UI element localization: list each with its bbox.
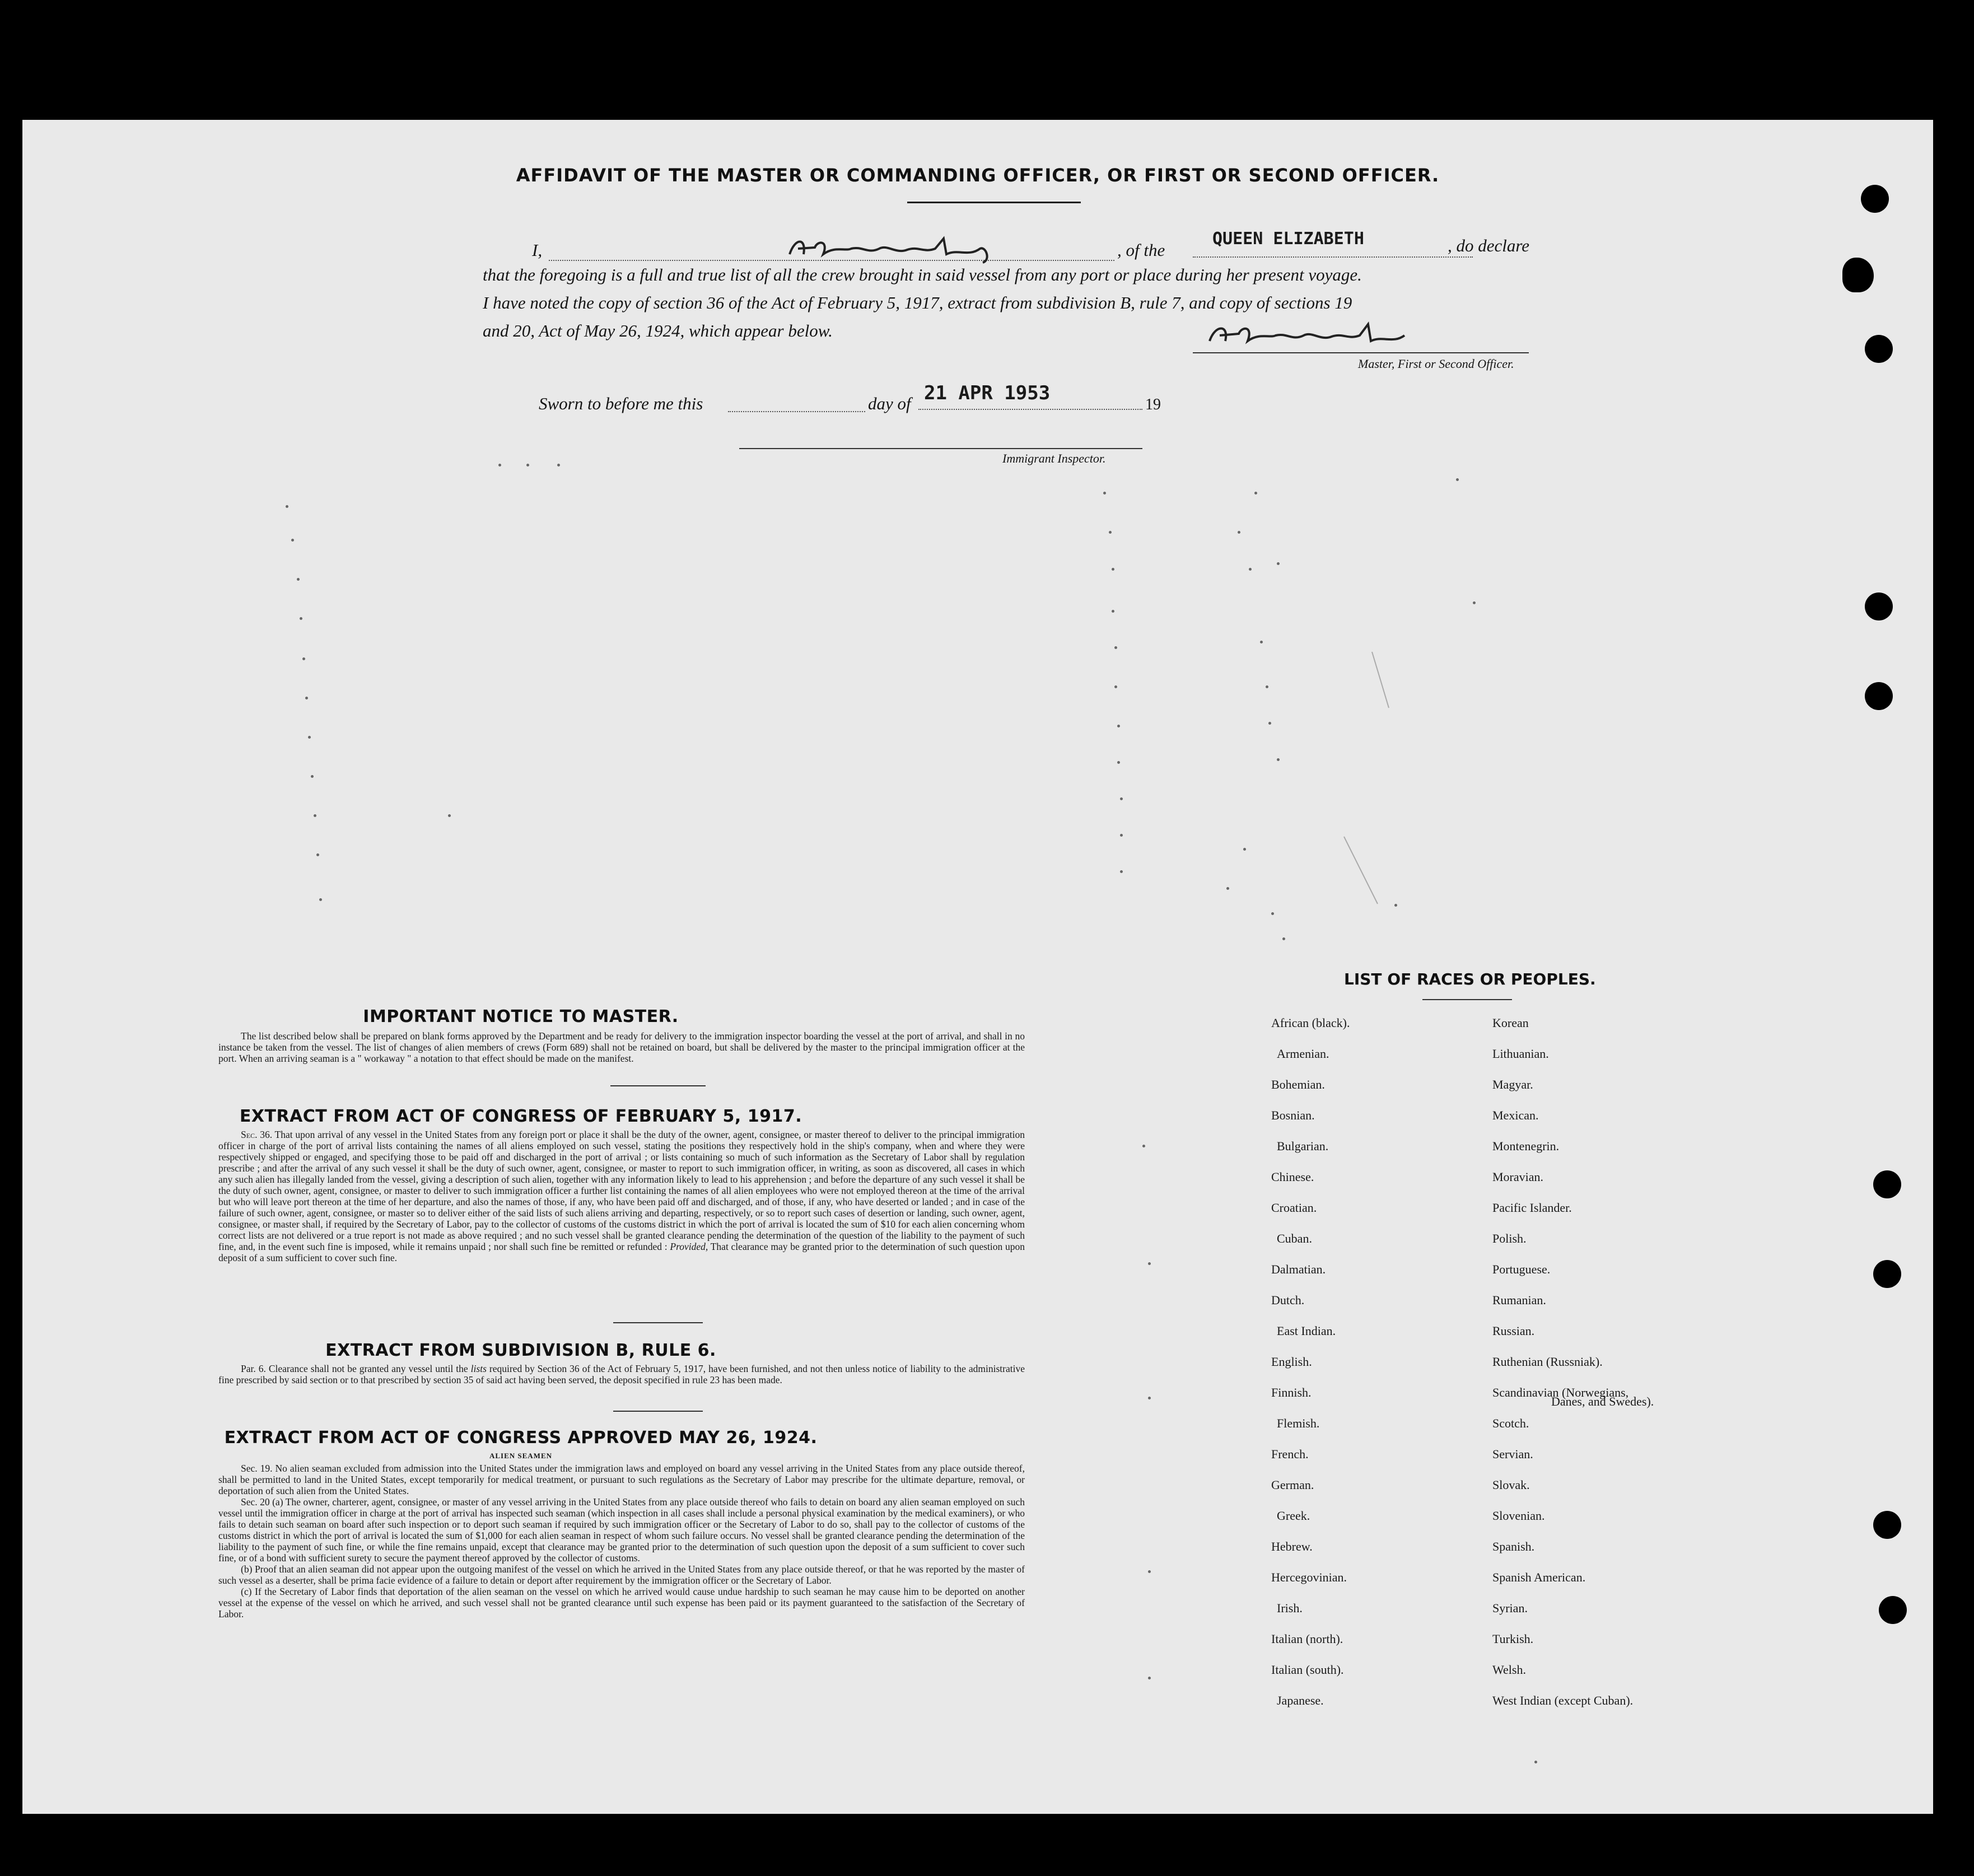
race-item: Dutch. (1271, 1293, 1305, 1307)
signature-line (1193, 352, 1529, 353)
sworn-day-line (728, 411, 865, 412)
race-item: Bohemian. (1271, 1077, 1325, 1091)
race-item: Chinese. (1271, 1170, 1314, 1184)
punch-hole (1873, 1170, 1901, 1198)
of-the-label: , of the (1117, 240, 1165, 260)
race-item: Welsh. (1492, 1663, 1526, 1677)
extract-rule6-title: EXTRACT FROM SUBDIVISION B, RULE 6. (325, 1341, 716, 1360)
race-item: French. (1271, 1447, 1309, 1461)
race-item: Irish. (1277, 1601, 1303, 1615)
races-underline (1422, 999, 1512, 1000)
race-item: Lithuanian. (1492, 1047, 1549, 1061)
race-item: Italian (south). (1271, 1663, 1344, 1677)
punch-hole (1865, 335, 1893, 363)
declarant-label: I, (532, 240, 543, 260)
handwritten-signature (1204, 316, 1417, 355)
race-item: Cuban. (1277, 1231, 1312, 1245)
divider-1 (610, 1085, 706, 1086)
declaration-line-3: I have noted the copy of section 36 of the Act of February 5, 1917, extract from subdivision B, rule 7, and copy of sections 19 (483, 293, 1352, 312)
year-suffix: 19 (1145, 396, 1161, 413)
race-item: Croatian. (1271, 1201, 1317, 1215)
race-item: African (black). (1271, 1016, 1350, 1030)
race-item: Bulgarian. (1277, 1139, 1329, 1153)
notice-title: IMPORTANT NOTICE TO MASTER. (363, 1007, 679, 1026)
punch-hole (1861, 185, 1889, 213)
race-item: Magyar. (1492, 1077, 1533, 1091)
race-item: Portuguese. (1492, 1262, 1551, 1276)
race-item: Italian (north). (1271, 1632, 1343, 1646)
document-page (22, 120, 1933, 1814)
inspector-signature-line (739, 448, 1142, 449)
race-item: Finnish. (1271, 1385, 1312, 1399)
extract-1924-title: EXTRACT FROM ACT OF CONGRESS APPROVED MAY 26, 1924. (224, 1428, 818, 1448)
handwritten-signature-name (784, 232, 1019, 265)
race-item: Montenegrin. (1492, 1139, 1560, 1153)
alien-seamen-subtitle: ALIEN SEAMEN (489, 1452, 553, 1460)
extract-rule6-text: Par. 6. Clearance shall not be granted any vessel until the lists required by Section 36 of the Act of February 5, 1917, have been furnished, and not then unless notice of liability to the administrative fine prescribed by said section or to that prescribed by section 35 of said act having been served, the deposit specified in rule 23 has been made. (218, 1363, 1025, 1385)
punch-hole (1865, 592, 1893, 620)
race-item: Japanese. (1277, 1693, 1324, 1707)
race-item: East Indian. (1277, 1324, 1336, 1338)
race-item: Syrian. (1492, 1601, 1528, 1615)
divider-2 (613, 1322, 703, 1323)
punch-hole (1879, 1596, 1907, 1624)
race-item: Moravian. (1492, 1170, 1544, 1184)
race-item: Rumanian. (1492, 1293, 1546, 1307)
punch-hole (1873, 1511, 1901, 1539)
race-item: Spanish American. (1492, 1570, 1586, 1584)
sec-20c-text: (c) If the Secretary of Labor finds that deportation of the alien seaman on the vessel on which he arrived would cause undue hardship to such seaman he may cause him to be deported on another vessel at the expense of the vessel on which he arrived, and such vessel shall not be granted clearance until such expense has been paid or its payment guaranteed to the satisfaction of the Secretary of Labor. (218, 1586, 1025, 1620)
race-item: Korean (1492, 1016, 1529, 1030)
extract-1917-title: EXTRACT FROM ACT OF CONGRESS OF FEBRUARY 5, 1917. (239, 1107, 802, 1126)
notice-text: The list described below shall be prepared on blank forms approved by the Department and be ready for delivery to the immigration inspector boarding the vessel at the port of arrival, and shall in no instance be taken from the vessel. The list of changes of alien members of crews (Form 689) shall not be retained on board, but shall be delivered by the master to the principal immigration officer at the port. When an arriving seaman is a " workaway " a notation to that effect should be made on the manifest. (218, 1030, 1025, 1064)
affidavit-title: AFFIDAVIT OF THE MASTER OR COMMANDING OFFICER, OR FIRST OR SECOND OFFICER. (516, 165, 1440, 186)
race-item: Turkish. (1492, 1632, 1534, 1646)
sworn-label: Sworn to before me this (539, 394, 703, 413)
vessel-name-line (1193, 256, 1473, 258)
race-item: Spanish. (1492, 1539, 1535, 1553)
sec-20a-text: Sec. 20 (a) The owner, charterer, agent, consignee, or master of any vessel arriving in the United States from any place outside thereof who fails to detain on board any alien seaman employed on such vessel until the immigration officer in charge at the port of arrival has inspected such seaman (which inspection in all cases shall include a personal physical examination by the medical examiners), or who fails to detain such seaman on board after such inspection or to deport such seaman if required by such immigration officer or the Secretary of Labor to do so, shall pay to the collector of customs of the customs district in which the port of arrival is located the sum of $1,000 for each alien seaman in respect of whom such failure occurs. No vessel shall be granted clearance pending the determination of the liability to the payment of such fine, or while the fine remains unpaid, except that clearance may be granted prior to the determination of such question upon the deposit of a sum sufficient to cover such fine, or of a bond with sufficient surety to secure the payment thereof approved by the collector of customs. (218, 1496, 1025, 1564)
date-line (918, 409, 1142, 410)
inspector-caption: Immigrant Inspector. (1002, 451, 1106, 465)
extract-1924-text (218, 1463, 1025, 1620)
race-item: German. (1271, 1478, 1314, 1492)
race-item: Ruthenian (Russniak). (1492, 1355, 1603, 1369)
race-item: Russian. (1492, 1324, 1535, 1338)
race-item-continuation: Danes, and Swedes). (1551, 1394, 1654, 1408)
punch-hole (1865, 682, 1893, 710)
race-item: Armenian. (1277, 1047, 1329, 1061)
declaration-line-4: and 20, Act of May 26, 1924, which appear below. (483, 321, 833, 340)
race-item: English. (1271, 1355, 1312, 1369)
day-of-label: day of (868, 394, 911, 413)
scan-marks (1310, 641, 1422, 932)
vessel-name: QUEEN ELIZABETH (1212, 229, 1364, 249)
title-underline (907, 202, 1081, 203)
race-item: Servian. (1492, 1447, 1533, 1461)
punch-hole (1873, 1260, 1901, 1288)
divider-3 (613, 1411, 703, 1412)
race-item: Slovak. (1492, 1478, 1530, 1492)
race-item: Slovenian. (1492, 1509, 1545, 1523)
extract-1917-text: Sec. 36. That upon arrival of any vessel in the United States from any foreign port or place it shall be the duty of the owner, agent, consignee, or master thereof to deliver to the principal immigration officer in charge of the port of arrival lists containing the names of all aliens employed on such vessel, stating the positions they respectively hold in the ship's company, when and where they were respectively shipped or engaged, and specifying those to be paid off and discharged in the port of arrival ; or lists containing so much of such information as the Secretary of Labor shall by regulation prescribe ; and after the arrival of any such vessel it shall be the duty of such owner, agent, consignee, or master to report to such immigration officer, in writing, as soon as discovered, all cases in which any such alien has illegally landed from the vessel, giving a description of such alien, together with any information likely to lead to his apprehension ; and before the departure of any such vessel it shall be the duty of such owner, agent, consignee, or master to deliver to such immigration officer a further list containing the names of all alien employees who were not employed thereon at the time of the arrival but who will leave port thereon at the time of her departure, and also the names of those, if any, who have been paid off and discharged, and of those, if any, who have deserted or landed ; and in case of the failure of such owner, agent, consignee, or master so to deliver either of the said lists of such aliens arriving and departing, respectively, or so to report such cases of desertion or landing, such owner, agent, consignee, or master shall, if required by the Secretary of Labor, pay to the collector of customs of the customs district in which the port of arrival is located the sum of $10 for each alien concerning whom correct lists are not delivered or a true report is not made as above required ; and no such vessel shall be granted clearance pending the determination of the question of the liability to the payment of such fine, and, in the event such fine is imposed, while it remains unpaid ; nor shall such fine be remitted or refunded : Provided, That clearance may be granted prior to the determination of such question upon deposit of a sum sufficient to cover such fine. (218, 1129, 1025, 1263)
race-item: Greek. (1277, 1509, 1310, 1523)
do-declare-label: , do declare (1448, 236, 1530, 255)
sec-19-text: Sec. 19. No alien seaman excluded from admission into the United States under the immigration laws and employed on board any vessel arriving in the United States from any place outside thereof, shall be permitted to land in the United States, except temporarily for medical treatment, or pursuant to such regulations as the Secretary of Labor may prescribe for the ultimate departure, removal, or deportation of such alien from the United States. (218, 1463, 1025, 1496)
race-item: Scotch. (1492, 1416, 1529, 1430)
sec-36-label: Sec. 36. (241, 1129, 273, 1140)
race-item: West Indian (except Cuban). (1492, 1693, 1634, 1707)
races-title: LIST OF RACES OR PEOPLES. (1344, 970, 1596, 988)
declaration-line-2: that the foregoing is a full and true list of all the crew brought in said vessel from any port or place during her present voyage. (483, 265, 1362, 284)
race-item: Dalmatian. (1271, 1262, 1326, 1276)
race-item: Flemish. (1277, 1416, 1320, 1430)
race-item: Bosnian. (1271, 1108, 1315, 1122)
race-item: Pacific Islander. (1492, 1201, 1572, 1215)
punch-hole (1842, 258, 1874, 292)
sec-20b-text: (b) Proof that an alien seaman did not appear upon the outgoing manifest of the vessel on which he arrived in the United States from any place outside thereof, or that he was reported by the master of such vessel as a deserter, shall be prima facie evidence of a failure to detain or deport after requirement by the immigration officer or the Secretary of Labor. (218, 1564, 1025, 1586)
signature-caption: Master, First or Second Officer. (1358, 357, 1514, 371)
race-item: Hebrew. (1271, 1539, 1313, 1553)
race-item: Hercegovinian. (1271, 1570, 1347, 1584)
race-item: Scandinavian (Norwegians, (1492, 1385, 1629, 1399)
race-item: Mexican. (1492, 1108, 1539, 1122)
race-item: Polish. (1492, 1231, 1527, 1245)
date-stamp: 21 APR 1953 (924, 382, 1051, 404)
